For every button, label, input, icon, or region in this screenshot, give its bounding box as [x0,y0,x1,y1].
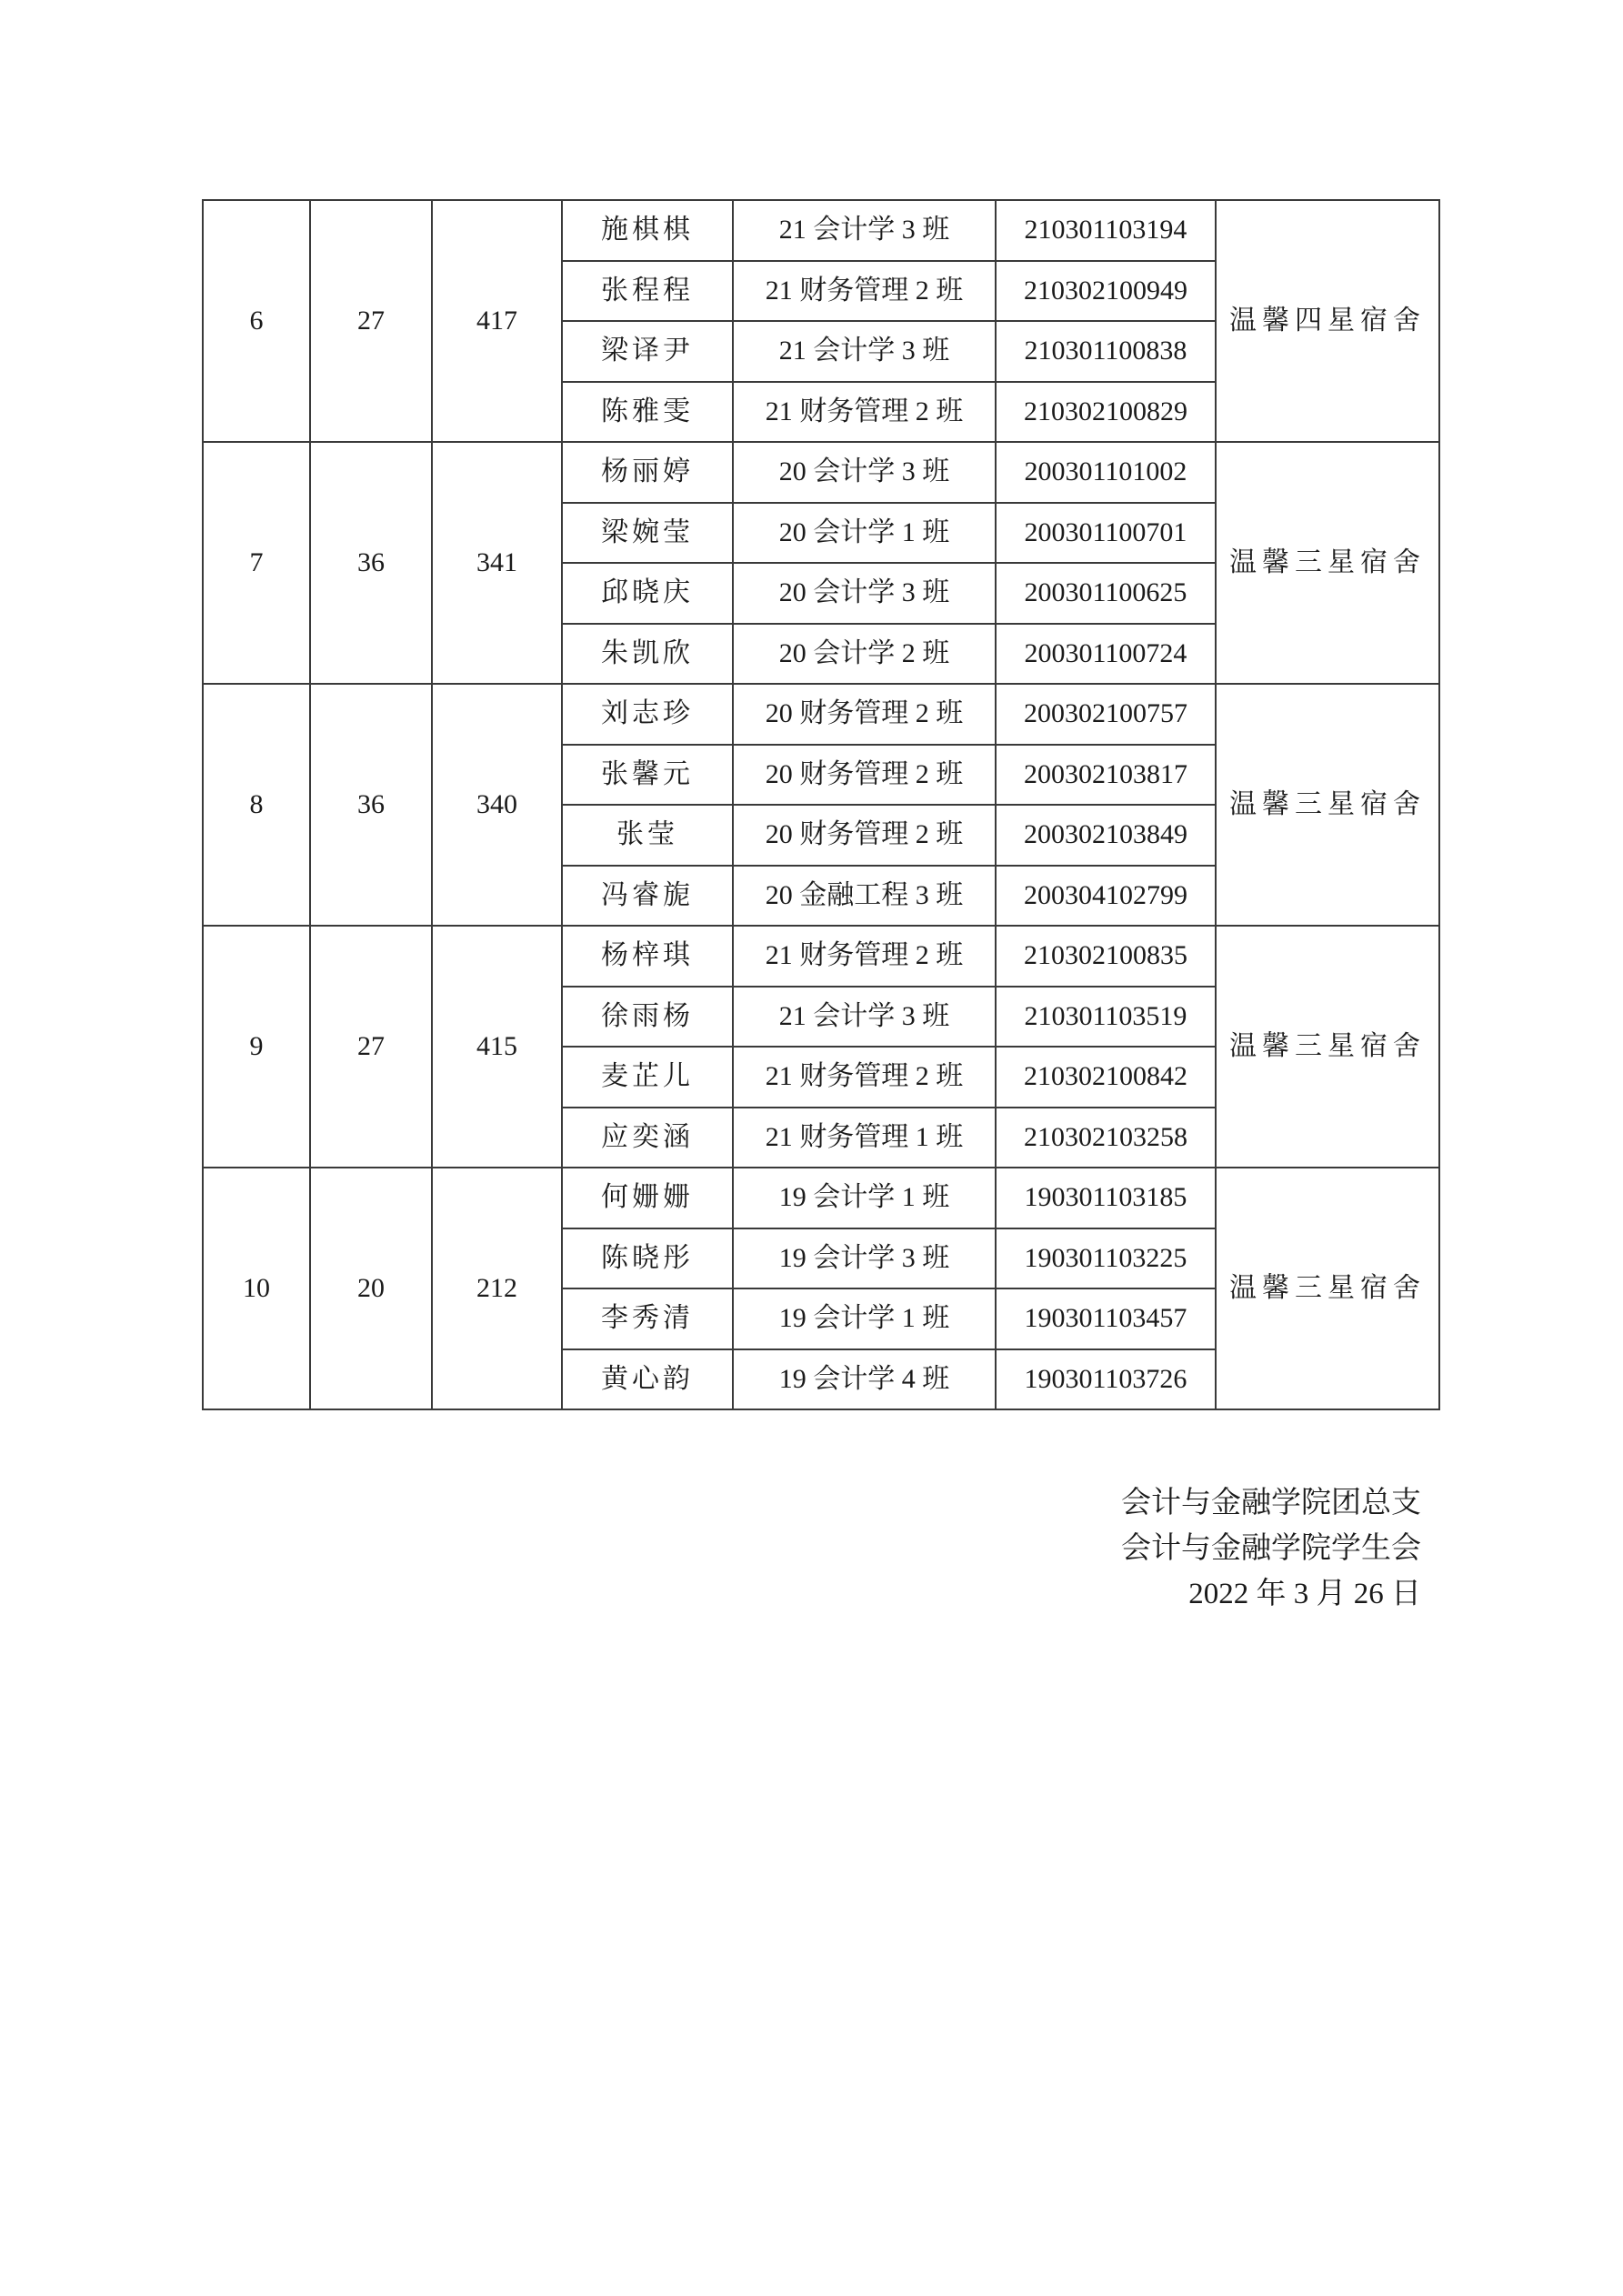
table-row [203,200,1439,261]
table-row [203,1168,1439,1228]
issue-date: 2022 年 3 月 26 日 [1188,1578,1421,1610]
class-cell: 20 财务管理 2 班 [733,745,996,806]
student-id-cell: 210302100842 [996,1047,1216,1108]
building-cell: 20 [310,1168,432,1409]
dormitory-award-table [202,199,1440,1410]
student-id-cell: 210302103258 [996,1108,1216,1168]
student-name-cell: 邱晓庆 [562,563,733,624]
student-name-cell: 陈晓彤 [562,1228,733,1289]
rank-cell: 6 [203,200,310,442]
student-name-cell: 张馨元 [562,745,733,806]
student-name-cell: 应奕涵 [562,1108,733,1168]
room-cell: 340 [432,684,562,926]
student-name-cell: 朱凯欣 [562,624,733,685]
class-cell: 19 会计学 3 班 [733,1228,996,1289]
student-name-cell: 梁译尹 [562,321,733,382]
student-name-cell: 麦芷儿 [562,1047,733,1108]
class-cell: 19 会计学 1 班 [733,1288,996,1349]
room-cell: 212 [432,1168,562,1409]
class-cell: 20 会计学 2 班 [733,624,996,685]
table-row [203,926,1439,987]
room-cell: 415 [432,926,562,1168]
table-row [203,684,1439,745]
student-id-cell: 200301100724 [996,624,1216,685]
class-cell: 21 财务管理 2 班 [733,926,996,987]
student-id-cell: 200301101002 [996,442,1216,503]
student-name-cell: 杨梓琪 [562,926,733,987]
student-id-cell: 210302100829 [996,382,1216,443]
class-cell: 20 金融工程 3 班 [733,866,996,927]
table-row [203,442,1439,503]
student-name-cell: 徐雨杨 [562,987,733,1048]
building-cell: 36 [310,442,432,684]
student-id-cell: 200302100757 [996,684,1216,745]
student-id-cell: 200302103849 [996,805,1216,866]
student-id-cell: 190301103457 [996,1288,1216,1349]
class-cell: 21 财务管理 2 班 [733,261,996,322]
student-name-cell: 刘志珍 [562,684,733,745]
class-cell: 19 会计学 4 班 [733,1349,996,1410]
student-id-cell: 190301103185 [996,1168,1216,1228]
student-id-cell: 210301103194 [996,200,1216,261]
student-name-cell: 施棋棋 [562,200,733,261]
class-cell: 20 会计学 3 班 [733,442,996,503]
student-id-cell: 200301100625 [996,563,1216,624]
class-cell: 21 财务管理 2 班 [733,1047,996,1108]
class-cell: 20 财务管理 2 班 [733,805,996,866]
student-name-cell: 张莹 [562,805,733,866]
org-student-union: 会计与金融学院学生会 [1121,1532,1421,1565]
award-title-cell: 温馨三星宿舍 [1216,684,1439,926]
student-name-cell: 李秀清 [562,1288,733,1349]
building-cell: 27 [310,926,432,1168]
class-cell: 21 财务管理 2 班 [733,382,996,443]
rank-cell: 7 [203,442,310,684]
student-name-cell: 陈雅雯 [562,382,733,443]
student-id-cell: 210301100838 [996,321,1216,382]
student-id-cell: 200301100701 [996,503,1216,564]
rank-cell: 9 [203,926,310,1168]
org-youth-league: 会计与金融学院团总支 [1121,1487,1421,1519]
student-id-cell: 210302100949 [996,261,1216,322]
student-name-cell: 梁婉莹 [562,503,733,564]
student-name-cell: 黄心韵 [562,1349,733,1410]
award-title-cell: 温馨三星宿舍 [1216,442,1439,684]
student-name-cell: 何姗姗 [562,1168,733,1228]
signature-block [1121,1480,1421,1617]
class-cell: 20 财务管理 2 班 [733,684,996,745]
student-id-cell: 210301103519 [996,987,1216,1048]
rank-cell: 10 [203,1168,310,1409]
class-cell: 21 会计学 3 班 [733,200,996,261]
class-cell: 20 会计学 3 班 [733,563,996,624]
student-id-cell: 190301103225 [996,1228,1216,1289]
class-cell: 20 会计学 1 班 [733,503,996,564]
rank-cell: 8 [203,684,310,926]
student-id-cell: 210302100835 [996,926,1216,987]
student-name-cell: 张程程 [562,261,733,322]
class-cell: 21 会计学 3 班 [733,321,996,382]
building-cell: 27 [310,200,432,442]
room-cell: 417 [432,200,562,442]
award-title-cell: 温馨三星宿舍 [1216,1168,1439,1409]
class-cell: 21 财务管理 1 班 [733,1108,996,1168]
award-title-cell: 温馨三星宿舍 [1216,926,1439,1168]
student-name-cell: 杨丽婷 [562,442,733,503]
class-cell: 19 会计学 1 班 [733,1168,996,1228]
student-id-cell: 190301103726 [996,1349,1216,1410]
student-name-cell: 冯睿旎 [562,866,733,927]
award-title-cell: 温馨四星宿舍 [1216,200,1439,442]
building-cell: 36 [310,684,432,926]
student-id-cell: 200304102799 [996,866,1216,927]
student-id-cell: 200302103817 [996,745,1216,806]
class-cell: 21 会计学 3 班 [733,987,996,1048]
room-cell: 341 [432,442,562,684]
